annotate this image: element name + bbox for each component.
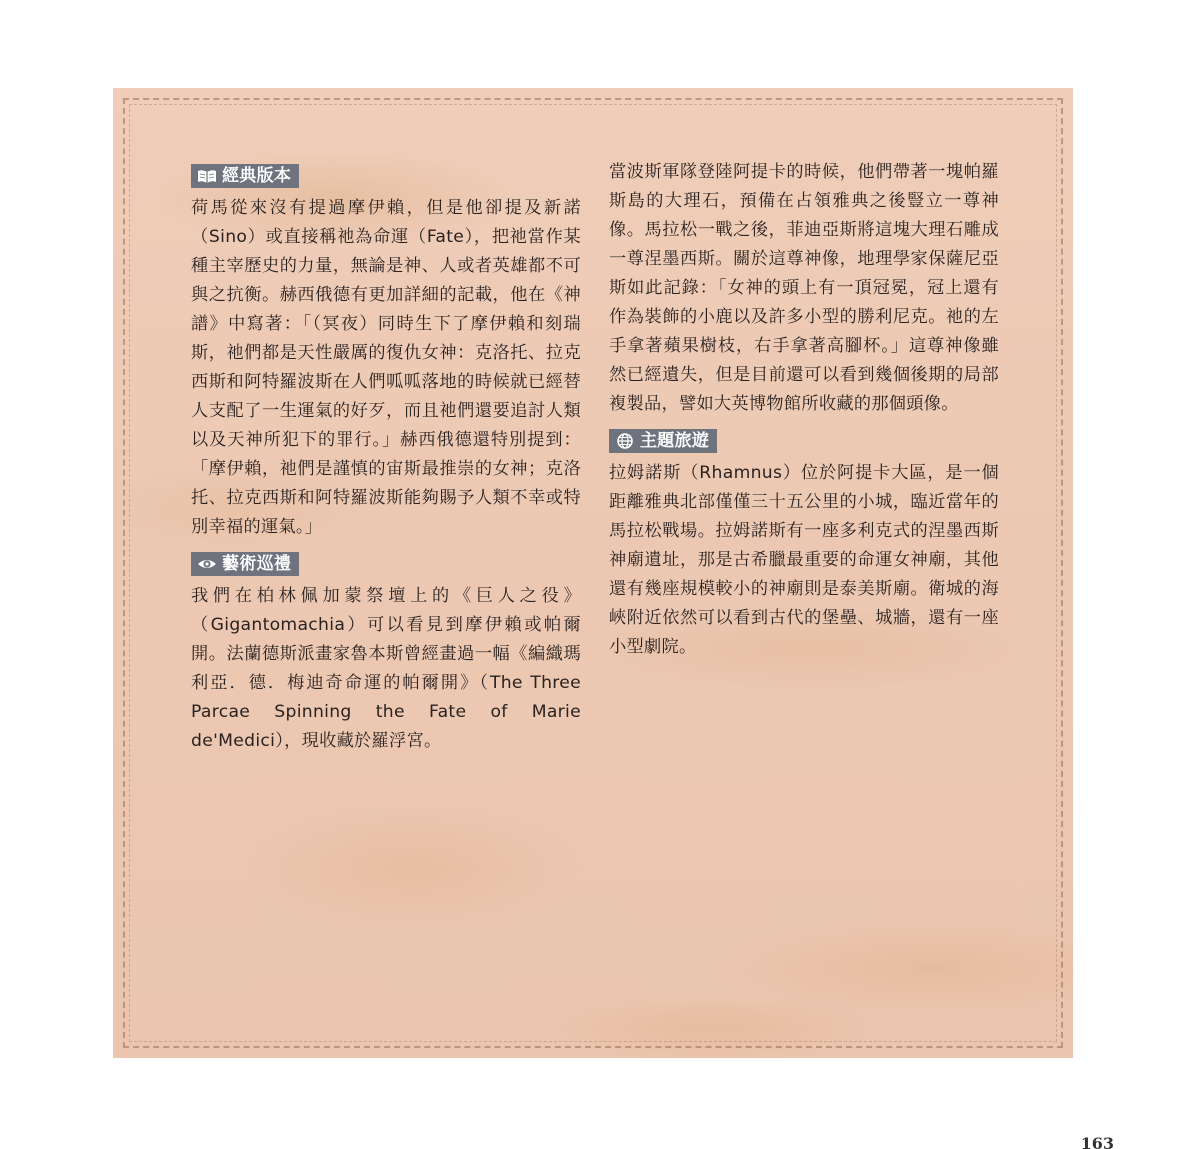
right-column [609,158,999,662]
eye-icon [197,556,217,572]
section-title: 主題旅遊 [640,431,710,451]
open-book-icon [197,168,217,184]
section-body-travel: 拉姆諾斯（Rhamnus）位於阿提卡大區，是一個距離雅典北部僅僅三十五公里的小城，臨近當年的馬拉松戰場。拉姆諾斯有一座多利克式的涅墨西斯神廟遺址，那是古希臘最重要的命運女神廟，其他還有幾座規模較小的神廟則是泰美斯廟。衛城的海峽附近依然可以看到古代的堡壘、城牆，還有一座小型劇院。 [609,463,999,657]
section-heading-travel [609,429,717,453]
section-body-art: 我們在柏林佩加蒙祭壇上的《巨人之役》（Gigantomachia）可以看見到摩伊賴或帕爾開。法蘭德斯派畫家魯本斯曾經畫過一幅《編織瑪利亞．德．梅迪奇命運的帕爾開》（The Three Parcae Spinning the Fate of Marie de'Medici），現收藏於羅浮宮。 [191,586,581,751]
globe-icon [615,433,635,449]
left-column [191,160,581,756]
section-body-classic: 荷馬從來沒有提過摩伊賴，但是他卻提及新諾（Sino）或直接稱祂為命運（Fate），把祂當作某種主宰歷史的力量，無論是神、人或者英雄都不可與之抗衡。赫西俄德有更加詳細的記載，他在《神譜》中寫著：「（冥夜）同時生下了摩伊賴和刻瑞斯，祂們都是天性嚴厲的復仇女神：克洛托、拉克西斯和阿特羅波斯在人們呱呱落地的時候就已經替人支配了一生運氣的好歹，而且祂們還要追討人類以及天神所犯下的罪行。」赫西俄德還特別提到：「摩伊賴，祂們是謹慎的宙斯最推崇的女神；克洛托、拉克西斯和阿特羅波斯能夠賜予人類不幸或特別幸福的運氣。」 [191,198,581,537]
section-body-statue: 當波斯軍隊登陸阿提卡的時候，他們帶著一塊帕羅斯島的大理石，預備在占領雅典之後豎立一尊神像。馬拉松一戰之後，菲迪亞斯將這塊大理石雕成一尊涅墨西斯。關於這尊神像，地理學家保薩尼亞斯如此記錄：「女神的頭上有一頂冠冕，冠上還有作為裝飾的小鹿以及許多小型的勝利尼克。祂的左手拿著蘋果樹枝，右手拿著高腳杯。」這尊神像雖然已經遺失，但是目前還可以看到幾個後期的局部複製品，譬如大英博物館所收藏的那個頭像。 [609,162,999,414]
content-panel [113,88,1073,1058]
section-title: 藝術巡禮 [222,554,292,574]
section-title: 經典版本 [222,166,292,186]
section-heading-art [191,552,299,576]
page-number: 163 [1080,1134,1114,1149]
section-heading-classic [191,164,299,188]
